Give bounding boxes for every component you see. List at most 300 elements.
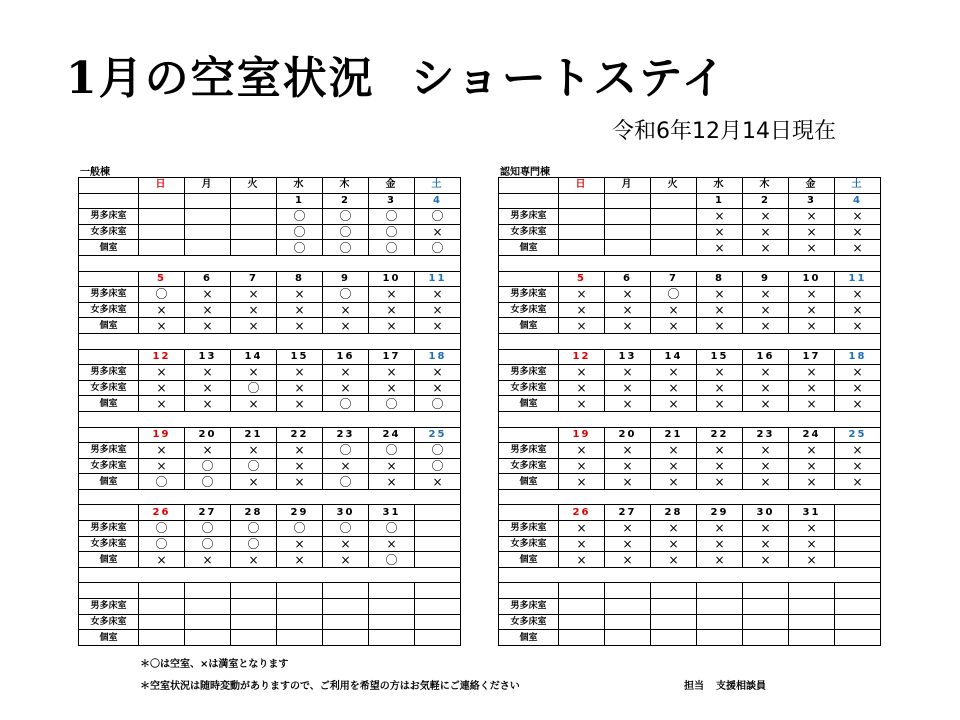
date-cell: 9 — [743, 271, 789, 287]
page-title — [66, 42, 727, 106]
room-type-label: 個室 — [79, 630, 139, 646]
as-of-date: 令和6年12月14日現在 — [612, 119, 836, 144]
spacer-row — [79, 333, 461, 349]
availability-cell: × — [697, 443, 743, 459]
availability-cell: × — [789, 552, 835, 568]
spacer-cell — [369, 567, 415, 583]
date-row-corner — [79, 349, 139, 365]
spacer-cell — [559, 333, 605, 349]
availability-cell: × — [605, 443, 651, 459]
date-cell: 8 — [277, 271, 323, 287]
availability-cell: × — [605, 458, 651, 474]
spacer-cell — [789, 333, 835, 349]
date-cell — [415, 583, 461, 599]
room-type-label: 女多床室 — [499, 458, 559, 474]
header-corner — [499, 178, 559, 194]
date-row-corner — [79, 271, 139, 287]
spacer-cell — [415, 255, 461, 271]
availability-cell — [185, 614, 231, 630]
availability-cell — [415, 599, 461, 615]
weekday-header: 月 — [605, 178, 651, 194]
date-cell — [139, 193, 185, 209]
room-row — [499, 396, 881, 412]
availability-cell: × — [697, 552, 743, 568]
availability-cell: × — [605, 521, 651, 537]
date-cell: 18 — [415, 349, 461, 365]
spacer-cell — [835, 567, 881, 583]
spacer-cell — [743, 489, 789, 505]
availability-cell — [651, 240, 697, 256]
spacer-cell — [697, 567, 743, 583]
spacer-cell — [323, 567, 369, 583]
spacer-cell — [369, 333, 415, 349]
date-row — [79, 427, 461, 443]
room-type-label: 個室 — [79, 396, 139, 412]
room-type-label: 男多床室 — [499, 287, 559, 303]
availability-cell — [651, 614, 697, 630]
availability-cell — [185, 224, 231, 240]
date-cell: 21 — [231, 427, 277, 443]
availability-cell — [185, 630, 231, 646]
availability-cell: × — [559, 318, 605, 334]
date-cell: 27 — [185, 505, 231, 521]
availability-cell: × — [789, 287, 835, 303]
availability-cell: × — [369, 302, 415, 318]
date-cell: 19 — [139, 427, 185, 443]
availability-cell: 〇 — [277, 240, 323, 256]
availability-cell: × — [139, 458, 185, 474]
date-cell: 27 — [605, 505, 651, 521]
spacer-cell — [277, 333, 323, 349]
availability-cell: × — [789, 396, 835, 412]
availability-table-dementia — [498, 177, 881, 646]
staff-role: 支援相談員 — [716, 681, 766, 692]
date-row-corner — [499, 349, 559, 365]
availability-cell: × — [789, 458, 835, 474]
date-cell: 23 — [743, 427, 789, 443]
availability-cell: 〇 — [369, 521, 415, 537]
availability-cell: × — [139, 365, 185, 381]
availability-cell: × — [369, 365, 415, 381]
room-type-label: 男多床室 — [79, 287, 139, 303]
spacer-cell — [79, 567, 139, 583]
availability-cell — [559, 240, 605, 256]
availability-cell — [559, 614, 605, 630]
room-type-label: 男多床室 — [499, 365, 559, 381]
availability-cell: × — [185, 318, 231, 334]
availability-cell: × — [835, 365, 881, 381]
availability-cell: × — [369, 458, 415, 474]
availability-cell — [743, 630, 789, 646]
room-row — [79, 474, 461, 490]
date-cell: 6 — [185, 271, 231, 287]
room-row — [79, 630, 461, 646]
availability-cell — [651, 224, 697, 240]
availability-cell: × — [231, 443, 277, 459]
availability-cell: × — [651, 318, 697, 334]
availability-cell — [835, 614, 881, 630]
room-type-label: 女多床室 — [499, 536, 559, 552]
availability-cell: × — [277, 287, 323, 303]
spacer-cell — [743, 411, 789, 427]
availability-cell: × — [605, 365, 651, 381]
room-type-label: 男多床室 — [499, 209, 559, 225]
date-cell: 26 — [559, 505, 605, 521]
availability-cell: × — [185, 380, 231, 396]
availability-cell: × — [743, 380, 789, 396]
availability-cell: × — [231, 474, 277, 490]
room-type-label: 個室 — [79, 474, 139, 490]
availability-cell: × — [605, 287, 651, 303]
date-cell: 15 — [277, 349, 323, 365]
room-row — [79, 396, 461, 412]
spacer-cell — [79, 411, 139, 427]
spacer-cell — [789, 567, 835, 583]
weekday-header: 金 — [369, 178, 415, 194]
date-cell: 20 — [185, 427, 231, 443]
date-cell — [559, 193, 605, 209]
availability-cell: × — [231, 365, 277, 381]
availability-cell: 〇 — [369, 396, 415, 412]
availability-cell: × — [415, 224, 461, 240]
weekday-header: 金 — [789, 178, 835, 194]
date-row — [499, 271, 881, 287]
date-cell: 3 — [369, 193, 415, 209]
availability-cell: × — [231, 287, 277, 303]
availability-cell: × — [651, 536, 697, 552]
room-type-label: 男多床室 — [79, 521, 139, 537]
spacer-cell — [499, 333, 559, 349]
availability-cell: × — [743, 224, 789, 240]
spacer-cell — [139, 489, 185, 505]
date-cell — [415, 505, 461, 521]
availability-cell: × — [605, 396, 651, 412]
date-cell: 30 — [323, 505, 369, 521]
date-cell: 28 — [231, 505, 277, 521]
availability-cell: × — [651, 380, 697, 396]
room-type-label: 個室 — [499, 630, 559, 646]
spacer-cell — [499, 411, 559, 427]
availability-cell: × — [743, 209, 789, 225]
availability-cell: × — [139, 552, 185, 568]
spacer-cell — [415, 489, 461, 505]
availability-cell — [139, 240, 185, 256]
room-row — [79, 458, 461, 474]
spacer-cell — [697, 489, 743, 505]
date-cell: 19 — [559, 427, 605, 443]
availability-cell: 〇 — [323, 474, 369, 490]
room-row — [79, 318, 461, 334]
date-cell: 26 — [139, 505, 185, 521]
availability-cell — [743, 614, 789, 630]
availability-cell: 〇 — [139, 521, 185, 537]
spacer-cell — [231, 567, 277, 583]
date-cell: 4 — [835, 193, 881, 209]
availability-cell — [231, 614, 277, 630]
room-row — [499, 630, 881, 646]
room-row — [499, 209, 881, 225]
spacer-cell — [415, 567, 461, 583]
spacer-cell — [231, 489, 277, 505]
availability-cell: × — [185, 396, 231, 412]
availability-cell: × — [369, 287, 415, 303]
room-row — [79, 614, 461, 630]
availability-cell — [369, 614, 415, 630]
date-row-corner — [499, 271, 559, 287]
room-row — [499, 380, 881, 396]
date-cell — [559, 583, 605, 599]
weekday-header: 土 — [835, 178, 881, 194]
spacer-cell — [139, 255, 185, 271]
date-cell — [697, 583, 743, 599]
availability-cell: 〇 — [369, 443, 415, 459]
availability-cell: 〇 — [323, 396, 369, 412]
date-cell — [369, 583, 415, 599]
note-legend: ＊〇は空室、×は満室となります — [140, 659, 289, 670]
date-cell: 3 — [789, 193, 835, 209]
availability-cell: × — [743, 443, 789, 459]
room-type-label: 個室 — [499, 240, 559, 256]
availability-cell: × — [651, 474, 697, 490]
availability-cell — [697, 630, 743, 646]
room-type-label: 女多床室 — [499, 302, 559, 318]
availability-cell: × — [697, 380, 743, 396]
availability-cell: × — [415, 287, 461, 303]
availability-cell: × — [743, 536, 789, 552]
weekday-header-row — [79, 178, 461, 194]
date-row-corner — [79, 427, 139, 443]
availability-cell — [323, 599, 369, 615]
spacer-cell — [605, 411, 651, 427]
availability-cell: × — [559, 474, 605, 490]
availability-cell: × — [789, 365, 835, 381]
date-cell: 13 — [185, 349, 231, 365]
availability-cell — [415, 614, 461, 630]
availability-cell: × — [559, 302, 605, 318]
spacer-cell — [605, 255, 651, 271]
availability-cell — [185, 599, 231, 615]
room-row — [499, 614, 881, 630]
date-cell: 10 — [789, 271, 835, 287]
availability-cell: × — [415, 380, 461, 396]
spacer-row — [79, 411, 461, 427]
availability-cell: × — [697, 302, 743, 318]
date-row — [79, 505, 461, 521]
availability-cell: × — [651, 458, 697, 474]
availability-cell — [835, 552, 881, 568]
availability-cell: × — [835, 458, 881, 474]
spacer-cell — [231, 411, 277, 427]
availability-cell: × — [559, 365, 605, 381]
availability-cell — [605, 224, 651, 240]
spacer-cell — [651, 333, 697, 349]
spacer-cell — [835, 411, 881, 427]
availability-cell: × — [651, 365, 697, 381]
room-type-label: 個室 — [499, 318, 559, 334]
date-cell — [651, 193, 697, 209]
spacer-cell — [651, 567, 697, 583]
spacer-cell — [605, 333, 651, 349]
availability-cell — [323, 630, 369, 646]
availability-cell: × — [277, 552, 323, 568]
spacer-cell — [277, 411, 323, 427]
availability-cell: × — [559, 458, 605, 474]
availability-cell — [789, 630, 835, 646]
availability-cell: 〇 — [139, 287, 185, 303]
availability-cell: 〇 — [185, 458, 231, 474]
spacer-cell — [559, 255, 605, 271]
availability-cell: × — [605, 474, 651, 490]
availability-cell — [605, 614, 651, 630]
spacer-cell — [79, 489, 139, 505]
spacer-cell — [743, 333, 789, 349]
availability-cell: × — [323, 302, 369, 318]
date-cell — [139, 583, 185, 599]
availability-cell: × — [789, 209, 835, 225]
availability-cell: × — [185, 287, 231, 303]
weekday-header: 日 — [139, 178, 185, 194]
date-cell: 5 — [559, 271, 605, 287]
date-row — [499, 505, 881, 521]
date-row — [499, 427, 881, 443]
date-row-corner — [79, 583, 139, 599]
room-type-label: 個室 — [79, 552, 139, 568]
date-cell — [185, 583, 231, 599]
date-row-corner — [499, 427, 559, 443]
availability-cell: × — [369, 536, 415, 552]
availability-cell: × — [277, 302, 323, 318]
availability-cell: × — [789, 318, 835, 334]
date-cell — [835, 505, 881, 521]
availability-cell — [139, 599, 185, 615]
section-label-dementia: 認知専門棟 — [500, 167, 550, 178]
date-cell: 29 — [277, 505, 323, 521]
spacer-row — [499, 255, 881, 271]
date-cell — [651, 583, 697, 599]
date-cell: 4 — [415, 193, 461, 209]
availability-cell — [651, 209, 697, 225]
availability-cell — [605, 209, 651, 225]
date-row — [79, 271, 461, 287]
availability-cell — [605, 599, 651, 615]
room-type-label: 個室 — [499, 474, 559, 490]
date-cell: 29 — [697, 505, 743, 521]
date-cell: 5 — [139, 271, 185, 287]
availability-cell: × — [323, 365, 369, 381]
date-row-corner — [499, 583, 559, 599]
date-cell: 14 — [651, 349, 697, 365]
spacer-cell — [185, 333, 231, 349]
date-cell — [605, 583, 651, 599]
availability-cell: × — [185, 443, 231, 459]
date-cell: 22 — [697, 427, 743, 443]
date-cell: 20 — [605, 427, 651, 443]
date-cell: 22 — [277, 427, 323, 443]
availability-cell — [231, 209, 277, 225]
availability-cell: × — [323, 380, 369, 396]
date-row-corner — [79, 193, 139, 209]
spacer-cell — [185, 411, 231, 427]
availability-cell: 〇 — [323, 443, 369, 459]
availability-cell: × — [277, 458, 323, 474]
availability-cell: × — [559, 380, 605, 396]
availability-cell — [789, 614, 835, 630]
room-type-label: 女多床室 — [499, 380, 559, 396]
date-row-corner — [79, 505, 139, 521]
room-row — [499, 287, 881, 303]
availability-cell: × — [789, 224, 835, 240]
availability-cell: × — [789, 474, 835, 490]
date-row — [499, 349, 881, 365]
availability-cell: × — [369, 318, 415, 334]
date-cell — [789, 583, 835, 599]
availability-cell: × — [323, 536, 369, 552]
availability-cell: × — [277, 536, 323, 552]
date-cell: 1 — [277, 193, 323, 209]
spacer-row — [79, 567, 461, 583]
date-row — [79, 583, 461, 599]
availability-cell: × — [743, 552, 789, 568]
date-cell — [605, 193, 651, 209]
room-type-label: 女多床室 — [499, 224, 559, 240]
weekday-header: 火 — [651, 178, 697, 194]
availability-cell: × — [743, 287, 789, 303]
availability-cell — [651, 599, 697, 615]
availability-cell: × — [559, 536, 605, 552]
room-row — [79, 536, 461, 552]
spacer-cell — [789, 411, 835, 427]
room-type-label: 個室 — [79, 240, 139, 256]
availability-cell: × — [139, 443, 185, 459]
date-cell — [323, 583, 369, 599]
availability-cell: × — [789, 521, 835, 537]
room-type-label: 女多床室 — [79, 380, 139, 396]
availability-cell: × — [605, 380, 651, 396]
spacer-cell — [277, 255, 323, 271]
availability-cell: × — [697, 318, 743, 334]
staff-label: 担当 — [684, 681, 704, 692]
room-row — [79, 599, 461, 615]
room-row — [79, 240, 461, 256]
note-contact: ＊空室状況は随時変動がありますので、ご利用を希望の方はお気軽にご連絡ください — [140, 681, 520, 692]
availability-cell: × — [323, 458, 369, 474]
availability-cell — [697, 599, 743, 615]
room-type-label: 女多床室 — [79, 224, 139, 240]
room-type-label: 個室 — [79, 318, 139, 334]
spacer-cell — [415, 333, 461, 349]
date-cell: 11 — [415, 271, 461, 287]
date-row — [499, 583, 881, 599]
availability-cell: 〇 — [369, 552, 415, 568]
spacer-cell — [559, 411, 605, 427]
spacer-cell — [323, 489, 369, 505]
spacer-cell — [323, 333, 369, 349]
room-row — [79, 365, 461, 381]
date-row-corner — [499, 505, 559, 521]
spacer-cell — [79, 255, 139, 271]
availability-cell — [185, 209, 231, 225]
availability-cell: × — [743, 474, 789, 490]
availability-cell — [415, 552, 461, 568]
room-row — [499, 552, 881, 568]
availability-cell — [231, 240, 277, 256]
availability-cell — [323, 614, 369, 630]
availability-cell — [559, 630, 605, 646]
availability-cell: 〇 — [231, 521, 277, 537]
availability-cell: 〇 — [139, 536, 185, 552]
availability-cell: 〇 — [231, 536, 277, 552]
spacer-cell — [185, 255, 231, 271]
